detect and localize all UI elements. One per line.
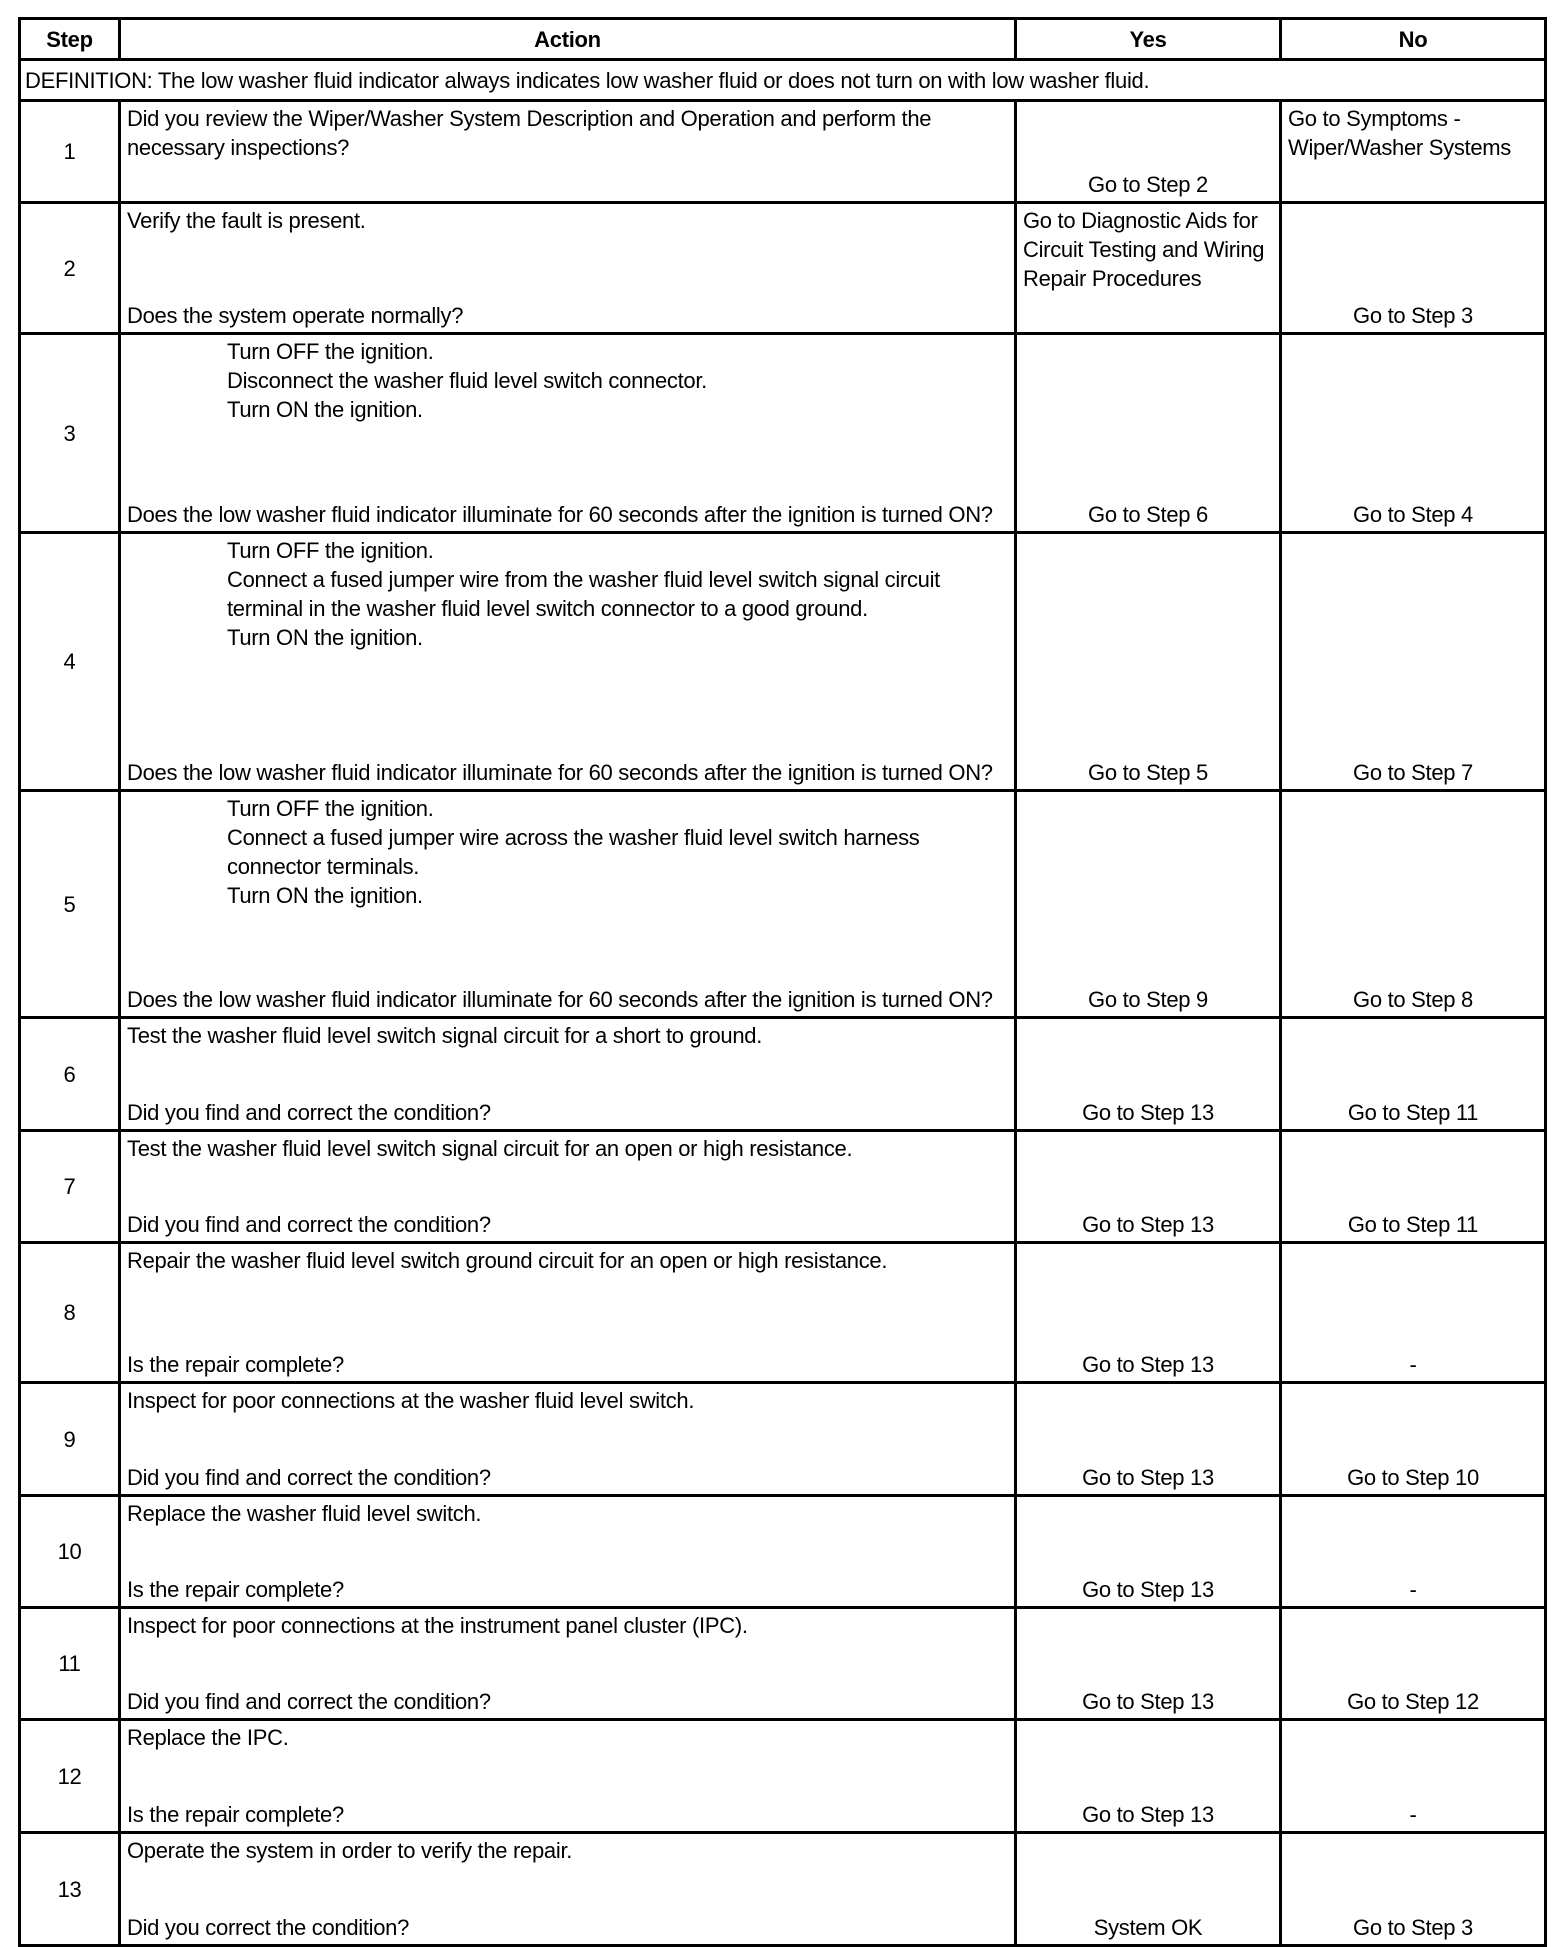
action-instructions xyxy=(127,1246,1008,1275)
header-action: Action xyxy=(120,19,1016,60)
instruction-line: Verify the fault is present. xyxy=(127,208,366,233)
action-instructions xyxy=(127,1134,1008,1163)
action-question: Is the repair complete? xyxy=(127,1802,344,1827)
header-row xyxy=(20,19,1546,60)
table-row xyxy=(20,1496,1546,1608)
table-row xyxy=(20,1018,1546,1131)
action-instructions xyxy=(127,1611,1008,1640)
diagnostic-table xyxy=(18,17,1547,1947)
yes-result: Go to Step 13 xyxy=(1016,1131,1281,1243)
action-instructions xyxy=(127,206,1008,235)
action-instructions xyxy=(127,1723,1008,1752)
yes-result: Go to Step 5 xyxy=(1016,533,1281,791)
action-content xyxy=(127,1021,1008,1127)
action-cell xyxy=(120,1496,1016,1608)
table-row xyxy=(20,203,1546,334)
action-content xyxy=(127,1836,1008,1942)
instruction-line: Turn ON the ignition. xyxy=(227,625,423,650)
action-content xyxy=(127,536,1008,787)
table-row xyxy=(20,1833,1546,1946)
step-number: 11 xyxy=(20,1608,120,1720)
action-question: Did you review the Wiper/Washer System Description and Operation and perform the necessary inspections? xyxy=(127,106,932,160)
action-content xyxy=(127,794,1008,1014)
action-cell xyxy=(120,1608,1016,1720)
yes-result: Go to Step 13 xyxy=(1016,1608,1281,1720)
action-question: Does the low washer fluid indicator illuminate for 60 seconds after the ignition is turned ON? xyxy=(127,502,993,527)
instruction-line: Connect a fused jumper wire from the washer fluid level switch signal circuit terminal in the washer fluid level switch connector to a good ground. xyxy=(227,567,940,621)
yes-result: Go to Step 13 xyxy=(1016,1243,1281,1383)
instruction-line: Connect a fused jumper wire across the washer fluid level switch harness connector terminals. xyxy=(227,825,920,879)
header-step: Step xyxy=(20,19,120,60)
table-row xyxy=(20,791,1546,1018)
step-number: 12 xyxy=(20,1720,120,1833)
instruction-line: Turn ON the ignition. xyxy=(227,397,423,422)
action-instructions xyxy=(127,1836,1008,1865)
step-number: 5 xyxy=(20,791,120,1018)
action-content xyxy=(127,1611,1008,1716)
action-cell xyxy=(120,791,1016,1018)
no-result: Go to Step 12 xyxy=(1281,1608,1546,1720)
no-result: Go to Step 11 xyxy=(1281,1131,1546,1243)
yes-result: Go to Step 6 xyxy=(1016,334,1281,533)
action-content xyxy=(127,1246,1008,1379)
no-result: Go to Step 7 xyxy=(1281,533,1546,791)
no-result: Go to Step 10 xyxy=(1281,1383,1546,1496)
action-instructions xyxy=(127,1021,1008,1050)
action-question: Is the repair complete? xyxy=(127,1352,344,1377)
table-row xyxy=(20,1720,1546,1833)
action-cell xyxy=(120,1243,1016,1383)
action-cell xyxy=(120,334,1016,533)
yes-result: Go to Step 13 xyxy=(1016,1383,1281,1496)
action-cell xyxy=(120,533,1016,791)
action-question: Did you find and correct the condition? xyxy=(127,1100,491,1125)
action-question: Did you find and correct the condition? xyxy=(127,1689,491,1714)
action-cell xyxy=(120,1720,1016,1833)
table-row xyxy=(20,334,1546,533)
action-question: Does the low washer fluid indicator illuminate for 60 seconds after the ignition is turned ON? xyxy=(127,987,993,1012)
instruction-line: Replace the washer fluid level switch. xyxy=(127,1501,482,1526)
instruction-line: Test the washer fluid level switch signal circuit for a short to ground. xyxy=(127,1023,763,1048)
action-question: Did you find and correct the condition? xyxy=(127,1212,491,1237)
action-question: Is the repair complete? xyxy=(127,1577,344,1602)
action-content xyxy=(127,206,1008,330)
step-number: 10 xyxy=(20,1496,120,1608)
yes-result: Go to Diagnostic Aids for Circuit Testing and Wiring Repair Procedures xyxy=(1016,203,1281,334)
action-cell xyxy=(120,101,1016,203)
step-number: 13 xyxy=(20,1833,120,1946)
instruction-line: Turn OFF the ignition. xyxy=(227,538,434,563)
step-number: 8 xyxy=(20,1243,120,1383)
step-number: 6 xyxy=(20,1018,120,1131)
yes-result: Go to Step 13 xyxy=(1016,1720,1281,1833)
instruction-line: Repair the washer fluid level switch ground circuit for an open or high resistance. xyxy=(127,1248,888,1273)
no-result: Go to Step 3 xyxy=(1281,1833,1546,1946)
no-result: Go to Symptoms - Wiper/Washer Systems xyxy=(1281,101,1546,203)
header-no: No xyxy=(1281,19,1546,60)
step-number: 2 xyxy=(20,203,120,334)
no-result: Go to Step 11 xyxy=(1281,1018,1546,1131)
no-result: - xyxy=(1281,1243,1546,1383)
yes-result: Go to Step 13 xyxy=(1016,1018,1281,1131)
table-row xyxy=(20,1608,1546,1720)
action-content xyxy=(127,1386,1008,1492)
yes-result: Go to Step 9 xyxy=(1016,791,1281,1018)
action-question: Does the system operate normally? xyxy=(127,303,464,328)
table-row xyxy=(20,1383,1546,1496)
action-content xyxy=(127,1134,1008,1239)
action-cell xyxy=(120,1131,1016,1243)
step-number: 4 xyxy=(20,533,120,791)
action-instructions xyxy=(127,337,1008,424)
action-cell xyxy=(120,1383,1016,1496)
action-content xyxy=(127,104,1008,199)
instruction-line: Turn OFF the ignition. xyxy=(227,796,434,821)
yes-result: System OK xyxy=(1016,1833,1281,1946)
no-result: Go to Step 8 xyxy=(1281,791,1546,1018)
instruction-line: Operate the system in order to verify the repair. xyxy=(127,1838,573,1863)
action-question: Did you find and correct the condition? xyxy=(127,1465,491,1490)
instruction-line: Inspect for poor connections at the instrument panel cluster (IPC). xyxy=(127,1613,748,1638)
action-question: Does the low washer fluid indicator illuminate for 60 seconds after the ignition is turned ON? xyxy=(127,760,993,785)
definition-text: DEFINITION: The low washer fluid indicator always indicates low washer fluid or does not turn on with low washer fluid. xyxy=(20,60,1546,101)
instruction-line: Disconnect the washer fluid level switch connector. xyxy=(227,368,707,393)
action-content xyxy=(127,1499,1008,1604)
no-result: - xyxy=(1281,1720,1546,1833)
table-row xyxy=(20,1243,1546,1383)
step-number: 7 xyxy=(20,1131,120,1243)
no-result: - xyxy=(1281,1496,1546,1608)
header-yes: Yes xyxy=(1016,19,1281,60)
instruction-line: Test the washer fluid level switch signal circuit for an open or high resistance. xyxy=(127,1136,853,1161)
yes-result: Go to Step 2 xyxy=(1016,101,1281,203)
action-content xyxy=(127,1723,1008,1829)
step-number: 3 xyxy=(20,334,120,533)
step-number: 1 xyxy=(20,101,120,203)
yes-result: Go to Step 13 xyxy=(1016,1496,1281,1608)
action-content xyxy=(127,337,1008,529)
instruction-line: Turn OFF the ignition. xyxy=(227,339,434,364)
definition-row xyxy=(20,60,1546,101)
action-cell xyxy=(120,1018,1016,1131)
table-row xyxy=(20,1131,1546,1243)
action-instructions xyxy=(127,1386,1008,1415)
action-instructions xyxy=(127,794,1008,910)
action-instructions xyxy=(127,536,1008,652)
action-question: Did you correct the condition? xyxy=(127,1915,410,1940)
action-instructions xyxy=(127,1499,1008,1528)
instruction-line: Replace the IPC. xyxy=(127,1725,289,1750)
table-row xyxy=(20,101,1546,203)
no-result: Go to Step 3 xyxy=(1281,203,1546,334)
action-cell xyxy=(120,203,1016,334)
action-cell xyxy=(120,1833,1016,1946)
step-number: 9 xyxy=(20,1383,120,1496)
table-row xyxy=(20,533,1546,791)
instruction-line: Turn ON the ignition. xyxy=(227,883,423,908)
no-result: Go to Step 4 xyxy=(1281,334,1546,533)
instruction-line: Inspect for poor connections at the washer fluid level switch. xyxy=(127,1388,695,1413)
